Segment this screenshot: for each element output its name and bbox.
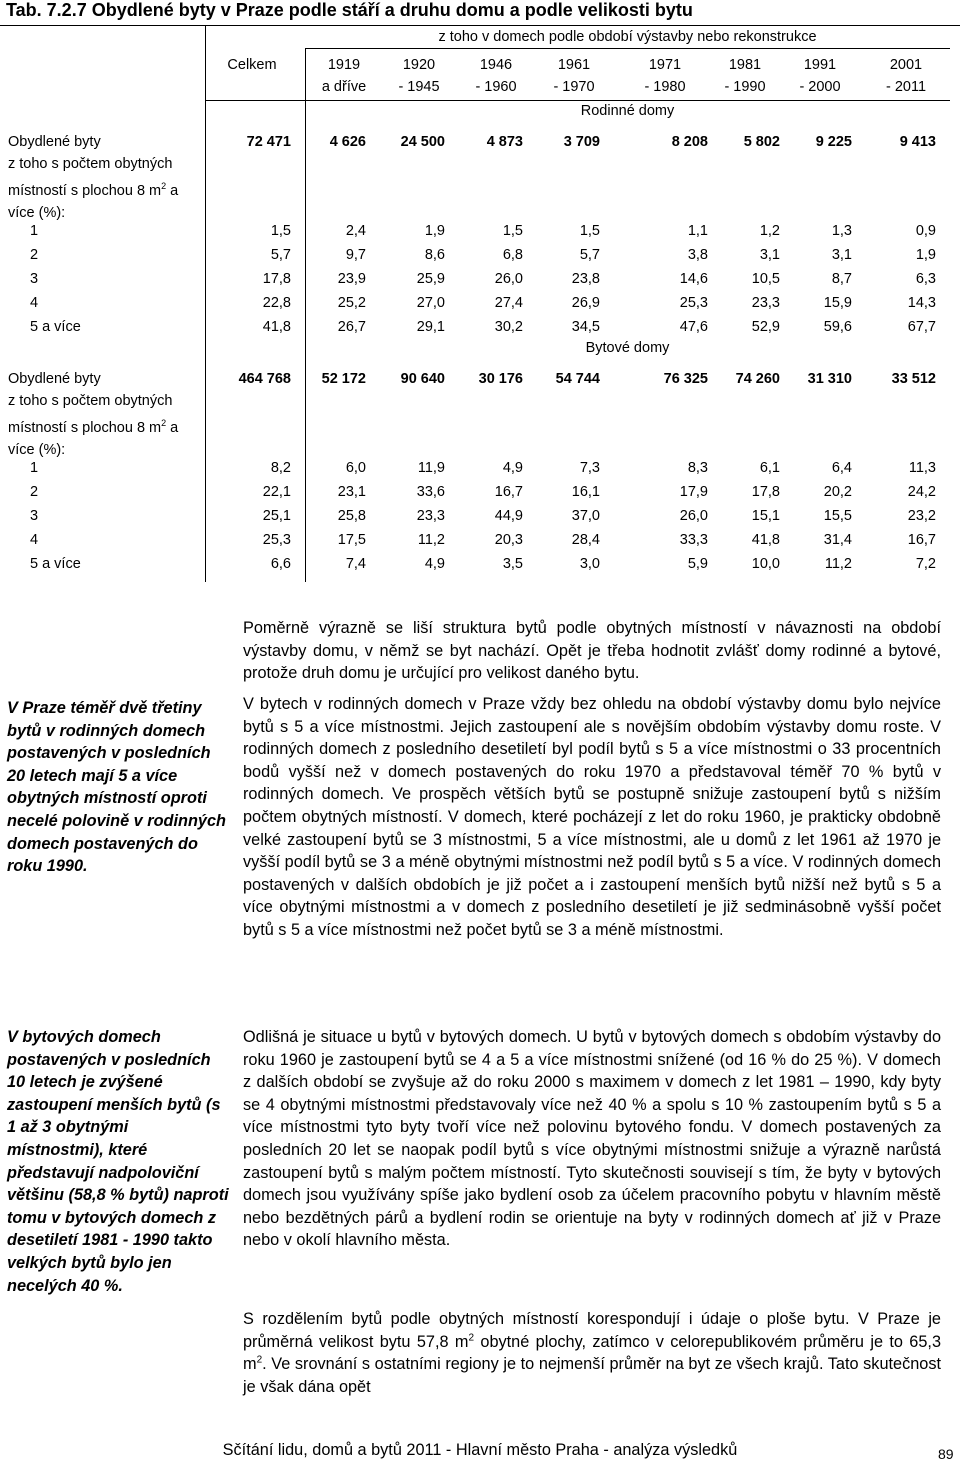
table-cell: 1,5 [579,223,600,239]
row-label: 3 [30,271,39,287]
total-row-label: Obydlené byty [8,371,101,387]
table-cell: 25,3 [262,532,291,548]
total-value: 31 310 [807,371,852,387]
table-cell: 1,3 [831,223,852,239]
header-period-end: - 1945 [398,79,440,95]
row-label: 4 [30,295,39,311]
table-cell: 59,6 [823,319,852,335]
table-cell: 67,7 [907,319,936,335]
table-cell: 47,6 [679,319,708,335]
sidebar-note-apartment-buildings: V bytových domech postavených v posledních 10 letech je zvýšené zastoupení menších bytů (s 1 až 3 obytnými místnostmi), které představují nadpoloviční většinu (58,8 % bytů) naproti tomu v bytových domech z desetiletí 1981 - 1990 takto velkých bytů bylo jen necelých 40 %. [7,1028,229,1295]
table-cell: 14,3 [907,295,936,311]
table-cell: 44,9 [494,508,523,524]
header-period-start: 1981 [728,57,762,73]
page-footer: Sčítání lidu, domů a bytů 2011 - Hlavní město Praha - analýza výsledků [222,1441,738,1459]
subheading-line: z toho s počtem obytných [8,393,173,409]
table-cell: 6,8 [502,247,523,263]
header-period-end: - 2000 [799,79,841,95]
table-cell: 26,7 [337,319,366,335]
total-row-label: Obydlené byty [8,134,101,150]
table-cell: 20,2 [823,484,852,500]
table-cell: 1,9 [424,223,445,239]
page-number: 89 [938,1446,954,1462]
subheading-line: více (%): [8,204,66,221]
total-value: 4 873 [486,134,523,150]
total-value: 3 709 [563,134,600,150]
table-cell: 4,9 [424,556,445,572]
table-cell: 17,5 [337,532,366,548]
table-cell: 25,2 [337,295,366,311]
table-cell: 23,8 [571,271,600,287]
total-value: 72 471 [246,134,291,150]
room-count-subheading [8,153,178,224]
table-cell: 31,4 [823,532,852,548]
table-cell: 1,9 [915,247,936,263]
table-cell: 6,4 [831,460,852,476]
total-divider [305,48,306,582]
table-cell: 22,8 [262,295,291,311]
table-cell: 3,8 [687,247,708,263]
table-cell: 41,8 [262,319,291,335]
table-cell: 37,0 [571,508,600,524]
table-cell: 1,5 [270,223,291,239]
table-cell: 25,8 [337,508,366,524]
header-period-start: 1991 [803,57,837,73]
total-value: 9 413 [899,134,936,150]
table-cell: 15,9 [823,295,852,311]
table-cell: 6,6 [270,556,291,572]
table-cell: 1,5 [502,223,523,239]
header-period-span: z toho v domech podle období výstavby nebo rekonstrukce [438,29,817,45]
table-cell: 8,2 [270,460,291,476]
table-cell: 15,1 [751,508,780,524]
table-cell: 23,3 [751,295,780,311]
subheading-line [8,412,178,439]
table-cell: 27,0 [416,295,445,311]
total-value: 52 172 [321,371,366,387]
total-value: 8 208 [671,134,708,150]
table-cell: 25,3 [679,295,708,311]
table-cell: 7,3 [579,460,600,476]
superscript-2: 2 [256,1354,263,1366]
table-cell: 10,0 [751,556,780,572]
total-value: 74 260 [735,371,780,387]
subheading-text: a [166,419,179,436]
table-cell: 24,2 [907,484,936,500]
body-paragraph-4-part-1: S rozdělením bytů podle obytných místností korespondují i údaje o ploše bytu. V Praze je průměrná velikost bytu 57,8 m [243,1310,941,1351]
table-cell: 28,4 [571,532,600,548]
total-value: 5 802 [743,134,780,150]
table-cell: 6,3 [915,271,936,287]
table-cell: 3,1 [831,247,852,263]
header-period-start: 1920 [402,57,436,73]
subheading-text: místností s plochou 8 m [8,182,162,199]
superscript-2: 2 [161,181,167,191]
subheading-line: více (%): [8,441,66,458]
table-cell: 23,3 [416,508,445,524]
table-cell: 17,8 [751,484,780,500]
table-cell: 8,6 [424,247,445,263]
table-cell: 6,0 [345,460,366,476]
table-cell: 22,1 [262,484,291,500]
header-period-start: 1971 [648,57,682,73]
table-cell: 3,1 [759,247,780,263]
subheading-text: a [166,182,179,199]
table-cell: 0,9 [915,223,936,239]
row-label: 4 [30,532,39,548]
table-cell: 14,6 [679,271,708,287]
row-label: 2 [30,484,39,500]
table-cell: 8,7 [831,271,852,287]
table-cell: 11,2 [417,532,445,548]
table-cell: 16,1 [571,484,600,500]
table-cell: 15,5 [823,508,852,524]
table-cell: 2,4 [345,223,366,239]
table-cell: 5,9 [687,556,708,572]
table-cell: 1,1 [687,223,708,239]
table-cell: 33,6 [416,484,445,500]
table-cell: 5,7 [270,247,291,263]
header-period-start: 1919 [327,57,361,73]
header-period-end: - 1980 [644,79,686,95]
table-cell: 1,2 [759,223,780,239]
table-cell: 20,3 [494,532,523,548]
header-period-start: 1946 [479,57,513,73]
table-cell: 26,9 [571,295,600,311]
total-value: 76 325 [663,371,708,387]
total-value: 30 176 [478,371,523,387]
table-cell: 23,9 [337,271,366,287]
table-cell: 10,5 [751,271,780,287]
subheading-text: místností s plochou 8 m [8,419,162,436]
table-cell: 6,1 [759,460,780,476]
table-cell: 29,1 [416,319,445,335]
table-cell: 52,9 [751,319,780,335]
section-title: Rodinné domy [580,103,675,119]
table-cell: 11,9 [417,460,445,476]
table-cell: 33,3 [679,532,708,548]
superscript-2: 2 [468,1332,475,1344]
total-value: 9 225 [815,134,852,150]
subheading-line: z toho s počtem obytných [8,156,173,172]
body-paragraph-4-part-2: obytné plochy, zatímco v celorepublikovém průměru je to 65,3 m [243,1332,941,1374]
table-cell: 8,3 [687,460,708,476]
header-period-start: 2001 [889,57,923,73]
body-paragraph-4 [243,1308,941,1398]
section-title: Bytové domy [585,340,670,356]
header-span-rule [305,48,950,49]
row-label: 3 [30,508,39,524]
table-cell: 7,4 [345,556,366,572]
table-cell: 30,2 [494,319,523,335]
sidebar-note-family-houses: V Praze téměř dvě třetiny bytů v rodinných domech postavených v posledních 20 letech mají 5 a více obytných místností oproti necelé polovině v rodinných domech postavených do roku 1990. [7,699,226,876]
table-cell: 4,9 [502,460,523,476]
body-paragraph-3: Odlišná je situace u bytů v bytových domech. U bytů v bytových domech s obdobím výstavby do roku 1960 je zastoupení bytů se 4 a 5 a více místnostmi snížené (od 16 % do 25 %). V domech z dalších období se zvyšuje až do roku 2000 s maximem v domech z let 1981 – 1990, kdy byty se 4 obytnými místnostmi představovaly více než 40 % a spolu s 10 % zastoupením bytů s 5 a více místnostmi tyto byty tvoří více než polovinu bytového fondu. V domech postavených za posledních 20 let se naopak podíl bytů s více obytnými místnostmi snižuje a výrazně narůstá zastoupení bytů s malým počtem místností. Tyto skutečnosti souvisejí s tím, že byty v bytových domech jsou využívány spíše jako bydlení osob za účelem pracovního pobytu v hlavním městě nebo bezdětných párů a bydlení rodin se orientuje na byty v rodinných domech ať již v Praze nebo v okolí hlavního města. [243,1028,941,1250]
table-cell: 27,4 [494,295,523,311]
row-label: 2 [30,247,39,263]
total-value: 33 512 [891,371,936,387]
row-label: 5 a více [30,319,81,335]
table-cell: 3,5 [502,556,523,572]
superscript-2: 2 [161,418,167,428]
header-period-start: 1961 [557,57,591,73]
table-cell: 17,9 [679,484,708,500]
table-cell: 25,9 [416,271,445,287]
table-cell: 7,2 [915,556,936,572]
body-paragraph-1: Poměrně výrazně se liší struktura bytů podle obytných místností v návaznosti na období výstavby domu, v němž se byt nachází. Opět je třeba hodnotit zvlášť domy rodinné a bytové, protože druh domu je určující pro velikost daného bytu. [243,619,941,683]
table-cell: 23,1 [337,484,366,500]
total-value: 4 626 [329,134,366,150]
row-label: 1 [30,460,39,476]
table-cell: 25,1 [262,508,291,524]
total-value: 54 744 [555,371,600,387]
table-top-rule [0,25,960,26]
header-period-end: - 2011 [885,79,927,95]
header-period-end: a dříve [321,79,367,95]
row-label: 1 [30,223,39,239]
table-cell: 23,2 [907,508,936,524]
header-bottom-rule [205,100,950,101]
table-cell: 26,0 [679,508,708,524]
header-total: Celkem [227,57,277,73]
table-cell: 3,0 [579,556,600,572]
table-cell: 16,7 [494,484,523,500]
table-cell: 34,5 [571,319,600,335]
header-period-end: - 1970 [553,79,595,95]
row-label: 5 a více [30,556,81,572]
room-count-subheading [8,390,178,461]
total-value: 24 500 [400,134,445,150]
page-title: Tab. 7.2.7 Obydlené byty v Praze podle stáří a druhu domu a podle velikosti bytu [6,0,693,20]
table-cell: 9,7 [345,247,366,263]
table-cell: 26,0 [494,271,523,287]
total-value: 90 640 [400,371,445,387]
table-cell: 5,7 [579,247,600,263]
total-value: 464 768 [238,371,291,387]
subheading-line [8,175,178,202]
body-paragraph-2: V bytech v rodinných domech v Praze vždy bez ohledu na období výstavby domu bylo nejvíce bytů s 5 a více místnostmi. Jejich zastoupení ale s novějším obdobím výstavby domu roste. V rodinných domech z posledního desetiletí byl podíl bytů s 5 a více místnostmi o 33 procentních bodů vyšší než v domech postavených do roku 1970 a představoval téměř 70 % bytů v rodinných domech. Ve prospěch větších bytů se postupně snižuje zastoupení bytů s nižším počtem obytných místností. V domech, které pocházejí z let do roku 1960, je prakticky obdobně velké zastoupení bytů se 3 místnostmi, 5 a více místnostmi, ale u domů z let 1961 až 1970 je vyšší podíl bytů se 3 a méně obytnými místnostmi než podíl bytů s 5 a více. V rodinných domech postavených v dalších obdobích je již počet a i zastoupení menších bytů nižší než bytů s 5 a více obytnými místnostmi a v domech z posledního desetiletí je již sedminásobně vyšší počet bytů s 5 a více místnostmi než počet bytů se 3 a méně místnostmi. [243,695,941,939]
table-cell: 17,8 [262,271,291,287]
header-period-end: - 1960 [475,79,517,95]
header-period-end: - 1990 [724,79,766,95]
table-cell: 16,7 [907,532,936,548]
table-cell: 41,8 [751,532,780,548]
table-cell: 11,2 [824,556,852,572]
body-paragraph-4-part-3: . Ve srovnání s ostatními regiony je to nejmenší průměr na byt ze všech krajů. Tato skutečnost je však dána opět [243,1355,941,1396]
table-cell: 11,3 [908,460,936,476]
